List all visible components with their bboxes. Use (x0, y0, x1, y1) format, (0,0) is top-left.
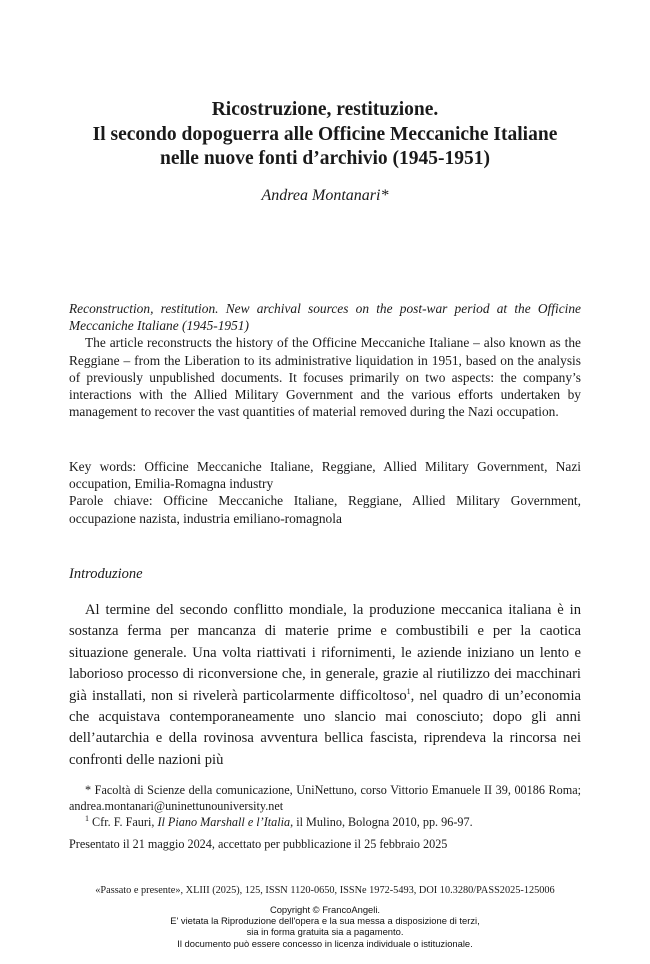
copyright-line-2: E' vietata la Riproduzione dell'opera e la sua messa a disposizione di terzi, (170, 915, 480, 927)
title-line-2: Il secondo dopoguerra alle Officine Meccaniche Italiane (92, 123, 558, 145)
footnote-1-post: , il Mulino, Bologna 2010, pp. 96-97. (290, 815, 473, 829)
footnotes (69, 782, 581, 830)
copyright-line-3: sia in forma gratuita sia a pagamento. (246, 926, 404, 938)
author-footnote: * Facoltà di Scienze della comunicazione, UniNettuno, corso Vittorio Emanuele II 39, 00186 Roma; andrea.montanari@uninettunouniversity.net (69, 783, 581, 813)
body-paragraph-part-2: , nel quadro di un’economia che acquistava contemporaneamente uno slancio mai conosciuto; dopo gli anni dell’autarchia e della rovinosa avventura bellica fascista, riprendeva la rincorsa nei confronti delle nazioni più (69, 687, 581, 768)
title-line-1: Ricostruzione, restituzione. (211, 99, 439, 120)
abstract-text: The article reconstructs the history of the Officine Meccaniche Italiane – also known as the Reggiane – from the Liberation to its administrative liquidation in 1951, based on the analysis of previously unpublished documents. It focuses primarily on two aspects: the company’s interactions with the Allied Military Government and the various efforts undertaken by management to recover the vast quantities of material removed during the Nazi occupation. (69, 335, 581, 420)
journal-citation: «Passato e presente», XLIII (2025), 125, ISSN 1120-0650, ISSNe 1972-5493, DOI 10.3280/PASS2025-125006 (95, 885, 555, 896)
author-name: Andrea Montanari* (261, 187, 389, 204)
title-line-3: nelle nuove fonti d’archivio (1945-1951) (159, 148, 491, 169)
body-paragraph-part-1: Al termine del secondo conflitto mondiale, la produzione meccanica italiana è in sostanza ferma per mancanza di materie prime e combustibili e per la caotica situazione generale. Una volta riattivati i rifornimenti, le aziende iniziano un lento e laborioso processo di riconversione che, in generale, grazie al riutilizzo dei macchinari già installati, non si rivelerà particolarmente difficoltoso (69, 602, 581, 704)
keywords-italian: Parole chiave: Officine Meccaniche Italiane, Reggiane, Allied Military Government, occupazione nazista, industria emiliano-romagnola (69, 493, 581, 526)
keywords-english: Key words: Officine Meccaniche Italiane, Reggiane, Allied Military Government, Nazi occupation, Emilia-Romagna industry (69, 459, 581, 492)
footnote-1-book-title: Il Piano Marshall e l’Italia (157, 815, 291, 829)
copyright-notice (0, 904, 650, 949)
body-paragraph (69, 600, 581, 771)
copyright-line-4: Il documento può essere concesso in licenza individuale o istituzionale. (177, 937, 473, 949)
footnote-1 (69, 814, 581, 830)
submission-dates: Presentato il 21 maggio 2024, accettato per pubblicazione il 25 febbraio 2025 (69, 837, 448, 851)
body-text (69, 600, 581, 771)
keywords-block (69, 458, 581, 527)
abstract (69, 300, 581, 420)
footnote-1-pre: Cfr. F. Fauri, (89, 815, 158, 829)
article-title (60, 98, 590, 172)
footnote-1-marker: 1 (85, 813, 89, 823)
copyright-line-1: Copyright © FrancoAngeli. (269, 904, 381, 915)
footnote-reference[interactable]: 1 (406, 686, 411, 696)
section-title: Introduzione (69, 566, 143, 582)
abstract-english-title: Reconstruction, restitution. New archival sources on the post-war period at the Officine Meccaniche Italiane (1945-1951) (69, 301, 581, 334)
